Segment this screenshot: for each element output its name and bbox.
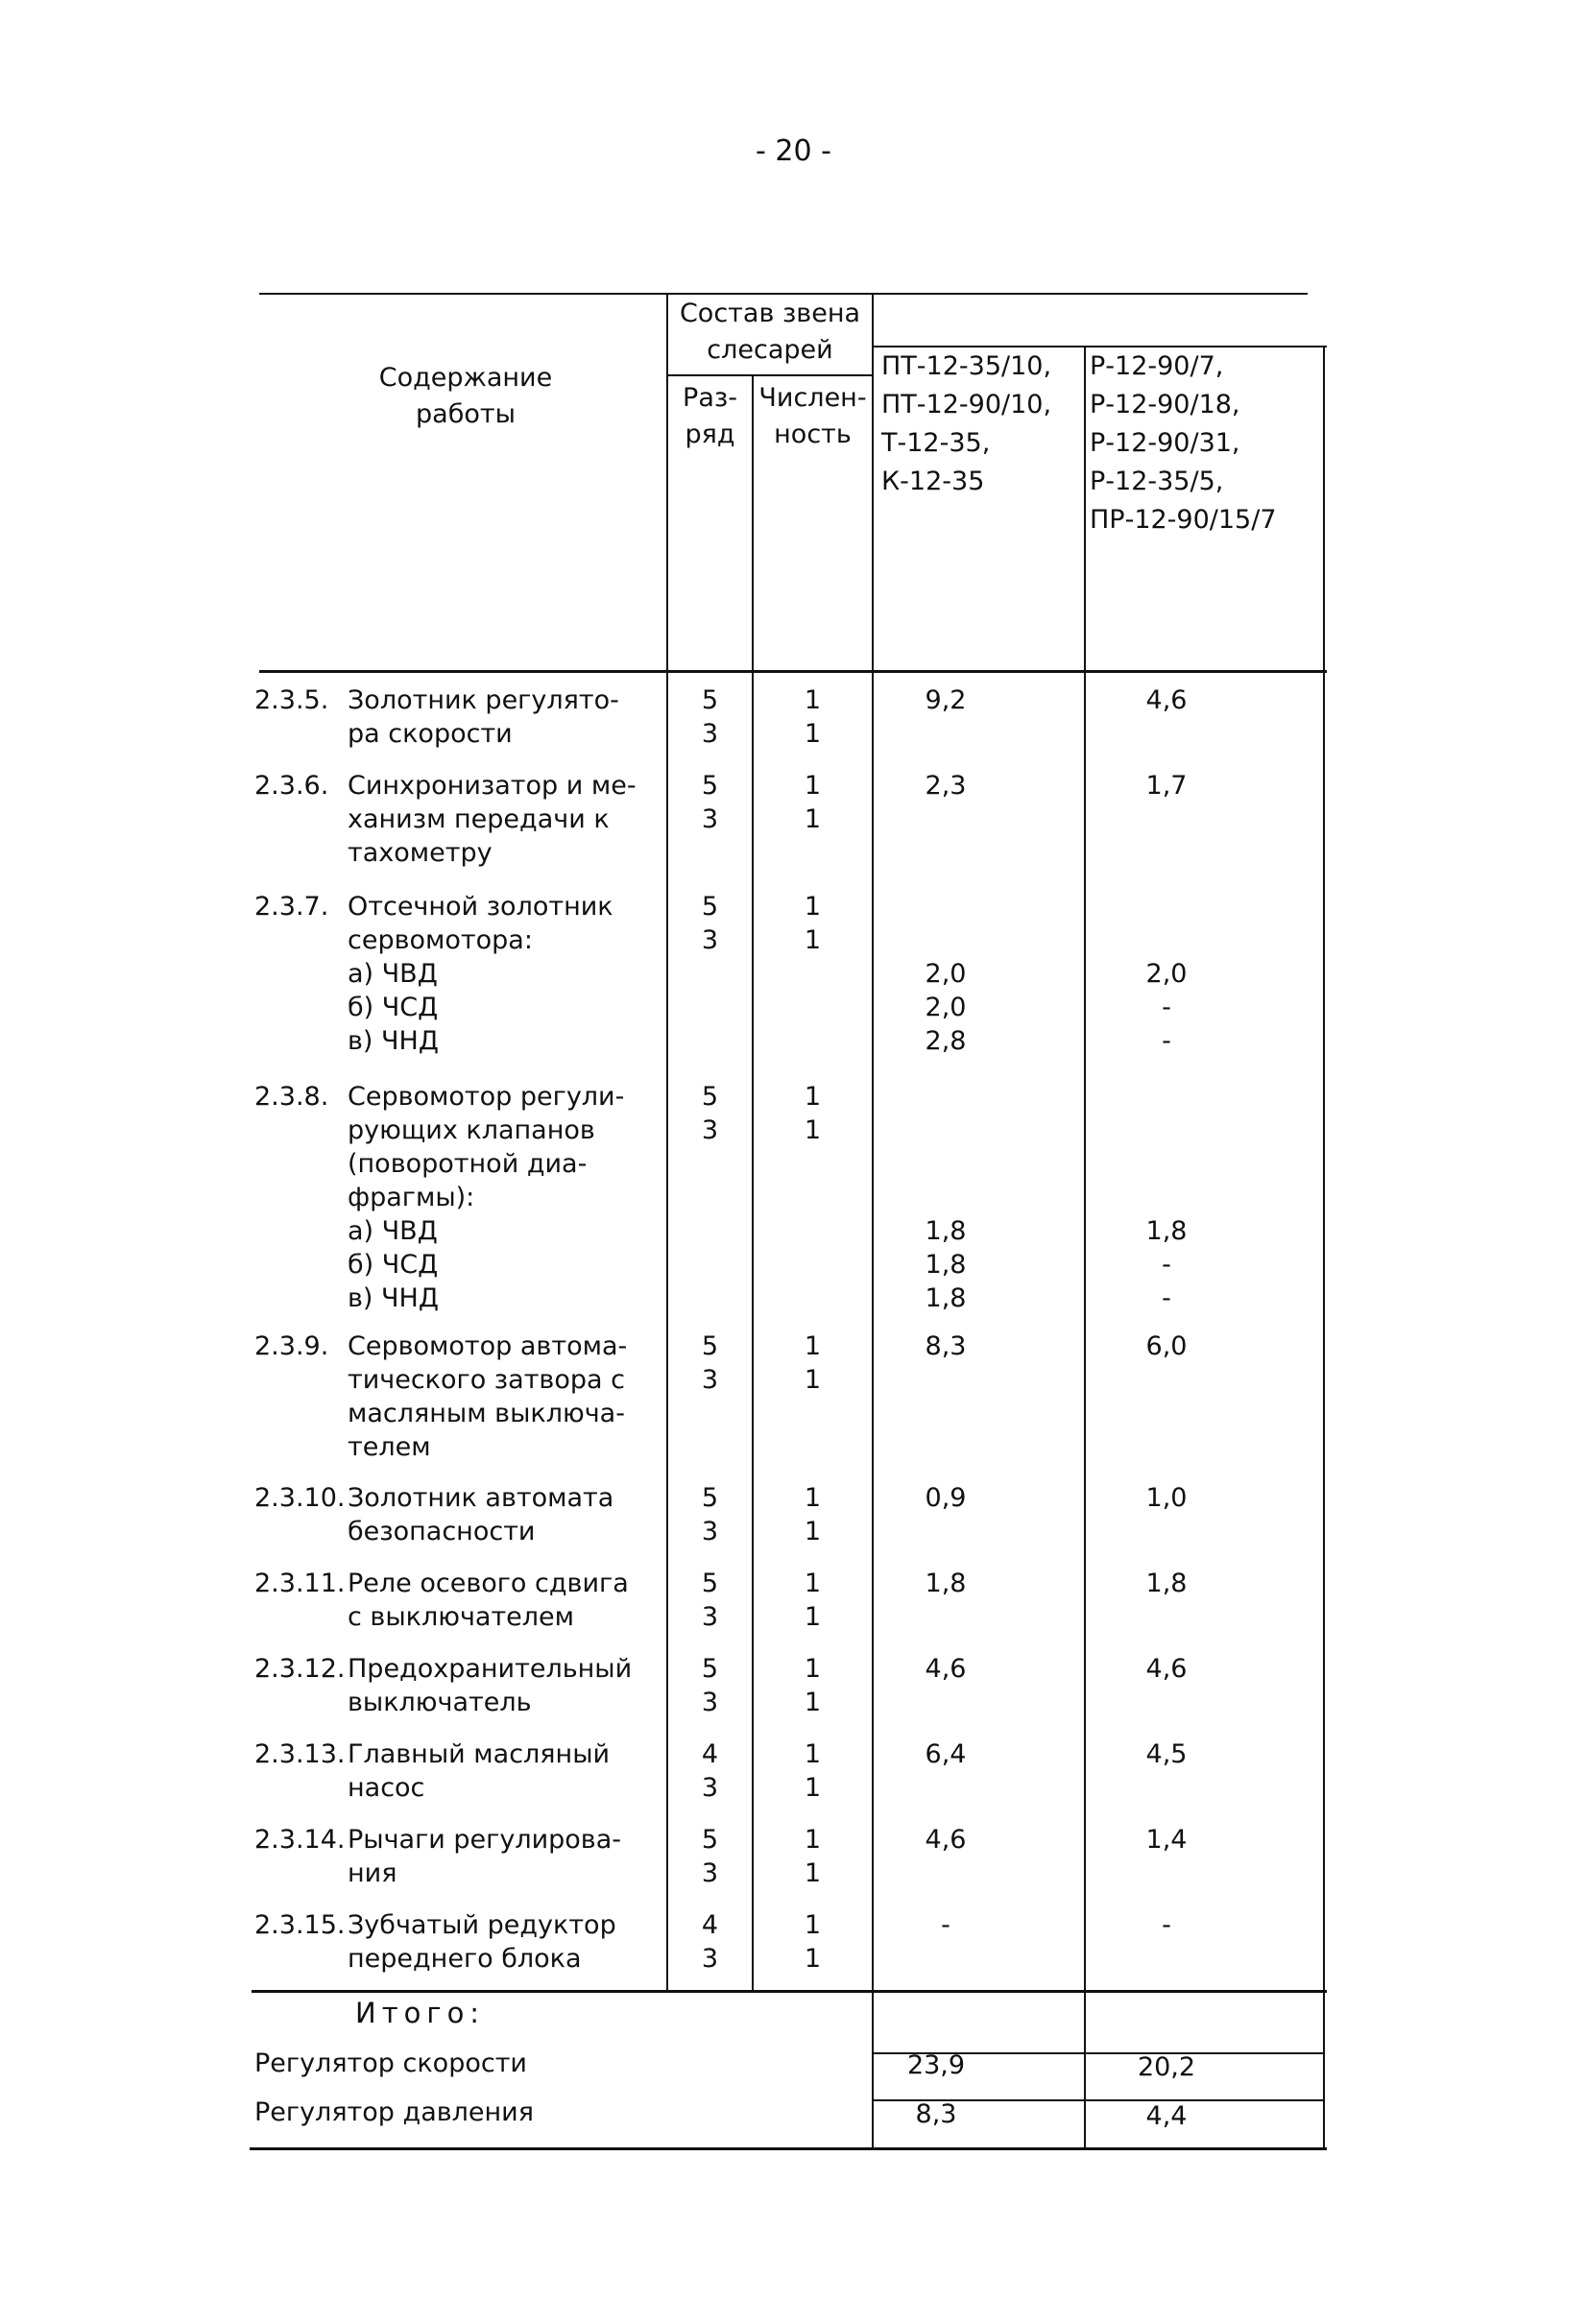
header-rank-line: ряд [685, 419, 735, 449]
count-cell: 1 [804, 1654, 822, 1684]
header-col2-line: Р-12-90/7, [1090, 351, 1224, 381]
value-col1: - [941, 1910, 950, 1940]
value-col2: - [1162, 1250, 1171, 1280]
count-cell: 1 [804, 1602, 822, 1632]
row-text-line: фрагмы): [348, 1183, 475, 1212]
rank-cell: 3 [701, 1365, 719, 1395]
rank-cell: 4 [701, 1739, 719, 1769]
rank-cell: 5 [701, 1082, 719, 1112]
header-col1-line: Т-12-35, [881, 428, 991, 458]
count-cell: 1 [804, 1944, 822, 1974]
count-cell: 1 [804, 1082, 822, 1112]
header-col2 [1090, 347, 1323, 539]
row-number: 2.3.7. [254, 892, 329, 922]
count-cell: 1 [804, 925, 822, 955]
row-text-line: телем [348, 1432, 431, 1462]
count-cell: 1 [804, 1910, 822, 1940]
header-col1-line: ПТ-12-35/10, [881, 351, 1052, 381]
value-col1: 1,8 [925, 1216, 967, 1246]
row-text-line: б) ЧСД [348, 993, 439, 1022]
row-text-line: Зубчатый редуктор [348, 1910, 616, 1940]
header-col1-line: К-12-35 [881, 467, 985, 496]
row-text-line: б) ЧСД [348, 1250, 439, 1280]
row-number: 2.3.8. [254, 1082, 329, 1112]
row-number: 2.3.14. [254, 1825, 346, 1855]
value-col1: 0,9 [925, 1483, 967, 1513]
row-text-line: безопасности [348, 1517, 536, 1546]
col-divider-3 [872, 293, 874, 2148]
value-col2: 4,6 [1145, 685, 1188, 715]
count-cell: 1 [804, 892, 822, 922]
value-col2: 1,0 [1145, 1483, 1188, 1513]
header-col2-line: Р-12-90/18, [1090, 390, 1240, 419]
value-col1: 2,0 [925, 993, 967, 1022]
value-col2: - [1162, 1283, 1171, 1313]
total-label-pressure: Регулятор давления [254, 2097, 534, 2127]
rank-cell: 3 [701, 719, 719, 749]
rank-cell: 3 [701, 1944, 719, 1974]
value-col2: - [1162, 1026, 1171, 1056]
row-text-line: а) ЧВД [348, 1216, 438, 1246]
count-cell: 1 [804, 1365, 822, 1395]
total-pressure-col1: 8,3 [915, 2099, 957, 2129]
row-number: 2.3.10. [254, 1483, 346, 1513]
total-pressure-col2: 4,4 [1145, 2101, 1188, 2131]
row-text-line: Предохранительный [348, 1654, 633, 1684]
page-number: - 20 - [756, 134, 831, 168]
value-col1: 1,8 [925, 1569, 967, 1598]
count-cell: 1 [804, 804, 822, 834]
row-text-line: масляным выключа- [348, 1399, 625, 1428]
row-text-line: Отсечной золотник [348, 892, 613, 922]
row-text-line: ния [348, 1858, 397, 1888]
rank-cell: 3 [701, 1858, 719, 1888]
row-text-line: тического затвора с [348, 1365, 625, 1395]
count-cell: 1 [804, 1517, 822, 1546]
header-count-line: Числен- [758, 383, 867, 413]
rank-cell: 5 [701, 1654, 719, 1684]
count-cell: 1 [804, 1483, 822, 1513]
count-cell: 1 [804, 1739, 822, 1769]
crew-bottom-rule [666, 374, 872, 376]
value-col1: 2,3 [925, 771, 967, 801]
row-number: 2.3.5. [254, 685, 329, 715]
row-number: 2.3.6. [254, 771, 329, 801]
row-text-line: в) ЧНД [348, 1026, 439, 1056]
rank-cell: 4 [701, 1910, 719, 1940]
header-crew-line: Состав звена [679, 299, 861, 328]
row-text-line: ханизм передачи к [348, 804, 610, 834]
col-divider-right [1323, 346, 1325, 2148]
rank-cell: 5 [701, 1331, 719, 1361]
header-col2-line: ПР-12-90/15/7 [1090, 505, 1277, 535]
table-top-rule [259, 293, 1308, 295]
rank-cell: 5 [701, 1569, 719, 1598]
row-text-line: Реле осевого сдвига [348, 1569, 629, 1598]
count-cell: 1 [804, 771, 822, 801]
header-count-line: ность [774, 419, 852, 449]
header-col2-line: Р-12-90/31, [1090, 428, 1240, 458]
row-text-line: в) ЧНД [348, 1283, 439, 1313]
value-col2: 4,5 [1145, 1739, 1188, 1769]
header-rank [668, 380, 752, 453]
rank-cell: 3 [701, 1773, 719, 1803]
value-col2: - [1162, 993, 1171, 1022]
header-col1-line: ПТ-12-90/10, [881, 390, 1052, 419]
count-cell: 1 [804, 1858, 822, 1888]
row-text-line: рующих клапанов [348, 1115, 595, 1145]
rows-bottom-rule [252, 1990, 1327, 1993]
count-cell: 1 [804, 685, 822, 715]
row-text-line: с выключателем [348, 1602, 575, 1632]
count-cell: 1 [804, 719, 822, 749]
table-bottom-rule [250, 2147, 1327, 2150]
count-cell: 1 [804, 1688, 822, 1717]
row-text-line: Золотник автомата [348, 1483, 614, 1513]
header-col1 [881, 347, 1083, 501]
header-bottom-rule [259, 670, 1327, 673]
rank-cell: 5 [701, 771, 719, 801]
row-text-line: насос [348, 1773, 425, 1803]
header-rank-line: Раз- [683, 383, 737, 413]
value-col2: 1,7 [1145, 771, 1188, 801]
value-col2: 1,4 [1145, 1825, 1188, 1855]
value-col1: 6,4 [925, 1739, 967, 1769]
count-cell: 1 [804, 1773, 822, 1803]
count-cell: 1 [804, 1331, 822, 1361]
row-text-line: Сервомотор автома- [348, 1331, 628, 1361]
row-number: 2.3.15. [254, 1910, 346, 1940]
value-col2: 4,6 [1145, 1654, 1188, 1684]
row-number: 2.3.13. [254, 1739, 346, 1769]
rank-cell: 5 [701, 1483, 719, 1513]
rank-cell: 5 [701, 1825, 719, 1855]
row-text-line: тахометру [348, 838, 493, 868]
row-text-line: Рычаги регулирова- [348, 1825, 621, 1855]
count-cell: 1 [804, 1825, 822, 1855]
rank-cell: 3 [701, 1688, 719, 1717]
value-col2: 6,0 [1145, 1331, 1188, 1361]
rank-cell: 3 [701, 804, 719, 834]
header-content-line: работы [416, 399, 516, 429]
value-col2: 1,8 [1145, 1569, 1188, 1598]
header-count [754, 380, 872, 453]
row-number: 2.3.9. [254, 1331, 329, 1361]
header-content-line: Содержание [378, 363, 553, 393]
value-col1: 4,6 [925, 1654, 967, 1684]
total-label-speed: Регулятор скорости [254, 2048, 527, 2078]
count-cell: 1 [804, 1569, 822, 1598]
value-col2: 2,0 [1145, 959, 1188, 989]
row-text-line: Сервомотор регули- [348, 1082, 625, 1112]
value-col1: 9,2 [925, 685, 967, 715]
value-col2: - [1162, 1910, 1171, 1940]
header-col2-line: Р-12-35/5, [1090, 467, 1224, 496]
col-divider-4 [1084, 346, 1086, 2148]
row-number: 2.3.12. [254, 1654, 346, 1684]
row-text-line: сервомотора: [348, 925, 533, 955]
row-text-line: переднего блока [348, 1944, 582, 1974]
total-speed-col1: 23,9 [906, 2050, 966, 2080]
rank-cell: 3 [701, 1602, 719, 1632]
row-text-line: Главный масляный [348, 1739, 611, 1769]
rank-cell: 5 [701, 892, 719, 922]
total-speed-col2: 20,2 [1137, 2052, 1196, 2082]
value-col1: 2,8 [925, 1026, 967, 1056]
rank-cell: 3 [701, 1115, 719, 1145]
count-cell: 1 [804, 1115, 822, 1145]
rank-cell: 3 [701, 925, 719, 955]
value-col2: 1,8 [1145, 1216, 1188, 1246]
header-content [317, 360, 614, 433]
value-col1: 2,0 [925, 959, 967, 989]
row-text-line: Синхронизатор и ме- [348, 771, 637, 801]
header-crew-line: слесарей [707, 335, 833, 365]
row-text-line: а) ЧВД [348, 959, 438, 989]
row-text-line: (поворотной диа- [348, 1149, 588, 1179]
value-col1: 1,8 [925, 1283, 967, 1313]
row-number: 2.3.11. [254, 1569, 346, 1598]
value-col1: 8,3 [925, 1331, 967, 1361]
value-col1: 4,6 [925, 1825, 967, 1855]
rank-cell: 3 [701, 1517, 719, 1546]
header-crew [668, 296, 872, 369]
row-text-line: Золотник регулято- [348, 685, 619, 715]
totals-label: Итого: [355, 1997, 486, 2029]
row-text-line: выключатель [348, 1688, 532, 1717]
value-col1: 1,8 [925, 1250, 967, 1280]
row-text-line: ра скорости [348, 719, 513, 749]
rank-cell: 5 [701, 685, 719, 715]
